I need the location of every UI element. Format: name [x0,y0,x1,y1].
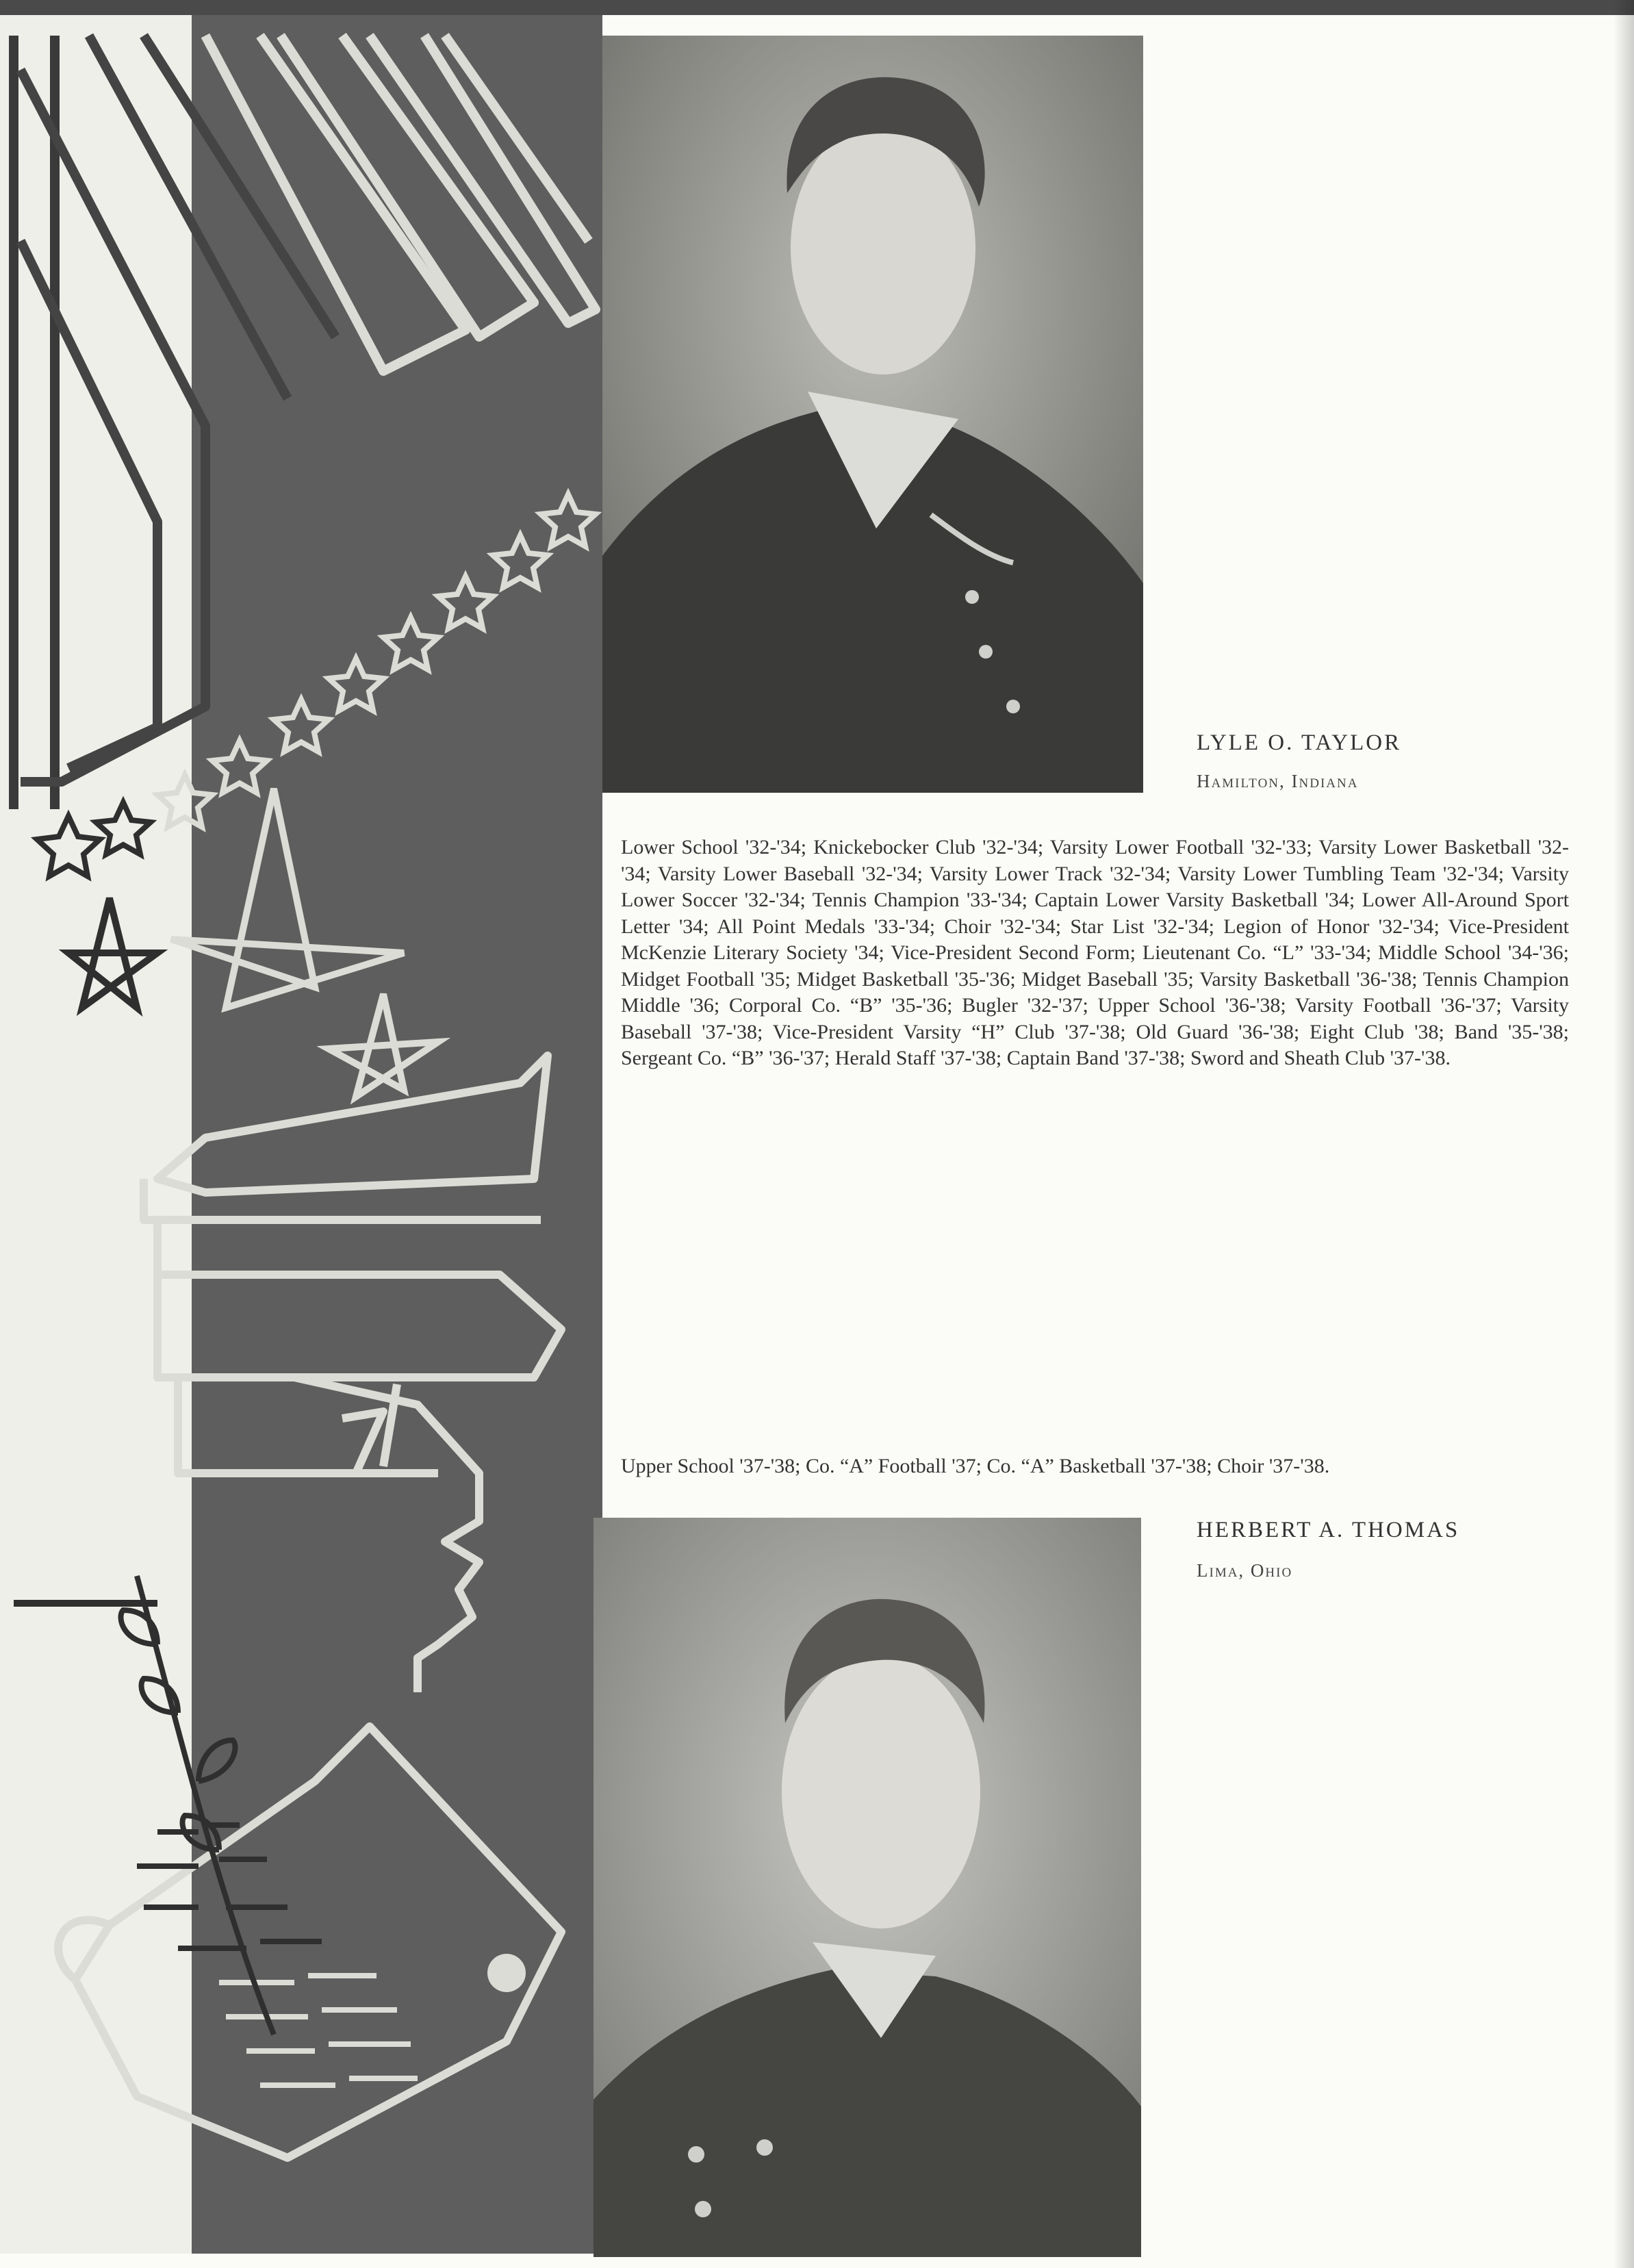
cadet-illustration [0,15,602,2254]
student-name: LYLE O. TAYLOR [1197,730,1402,755]
student-activities: Lower School '32-'34; Knickebocker Club '32-'34; Varsity Lower Football '32-'33; Varsity Lower Basketball '32-'34; Varsity Lower Baseball '32-'34; Varsity Lower Track '32-'34; Varsity Lower Tumbling Team '32-'34; Varsity Lower Soccer '32-'34; Tennis Champion '33-'34; Captain Lower Varsity Basketball '34; Lower All-Around Sport Letter '34; All Point Medals '33-'34; Choir '32-'34; Star List '32-'34; Legion of Honor '32-'34; Vice-President McKenzie Literary Society '34; Vice-President Second Form; Lieutenant Co. “L” '33-'34; Middle School '34-'36; Midget Football '35; Midget Basketball '35-'36; Midget Baseball '35; Varsity Basketball '36-'38; Tennis Champion Middle '36; Corporal Co. “B” '35-'36; Bugler '32-'37; Upper School '36-'38; Varsity Football '36-'37; Varsity Baseball '37-'38; Vice-President Varsity “H” Club '37-'38; Old Guard '36-'38; Eight Club '38; Band '35-'38; Sergeant Co. “B” '36-'37; Herald Staff '37-'38; Captain Band '37-'38; Sword and Sheath Club '37-'38. [621,836,1569,1069]
portrait-photo-thomas [593,1518,1141,2257]
page-edge-shadow [1613,0,1634,2268]
student-activities: Upper School '37-'38; Co. “A” Football '37; Co. “A” Basketball '37-'38; Choir '37-'38. [621,1455,1330,1477]
student-hometown: Hamilton, Indiana [1197,771,1359,791]
top-rule [0,0,1634,15]
student-hometown: Lima, Ohio [1197,1560,1293,1581]
portrait-photo-taylor [602,36,1143,793]
student-name: HERBERT A. THOMAS [1197,1518,1460,1542]
